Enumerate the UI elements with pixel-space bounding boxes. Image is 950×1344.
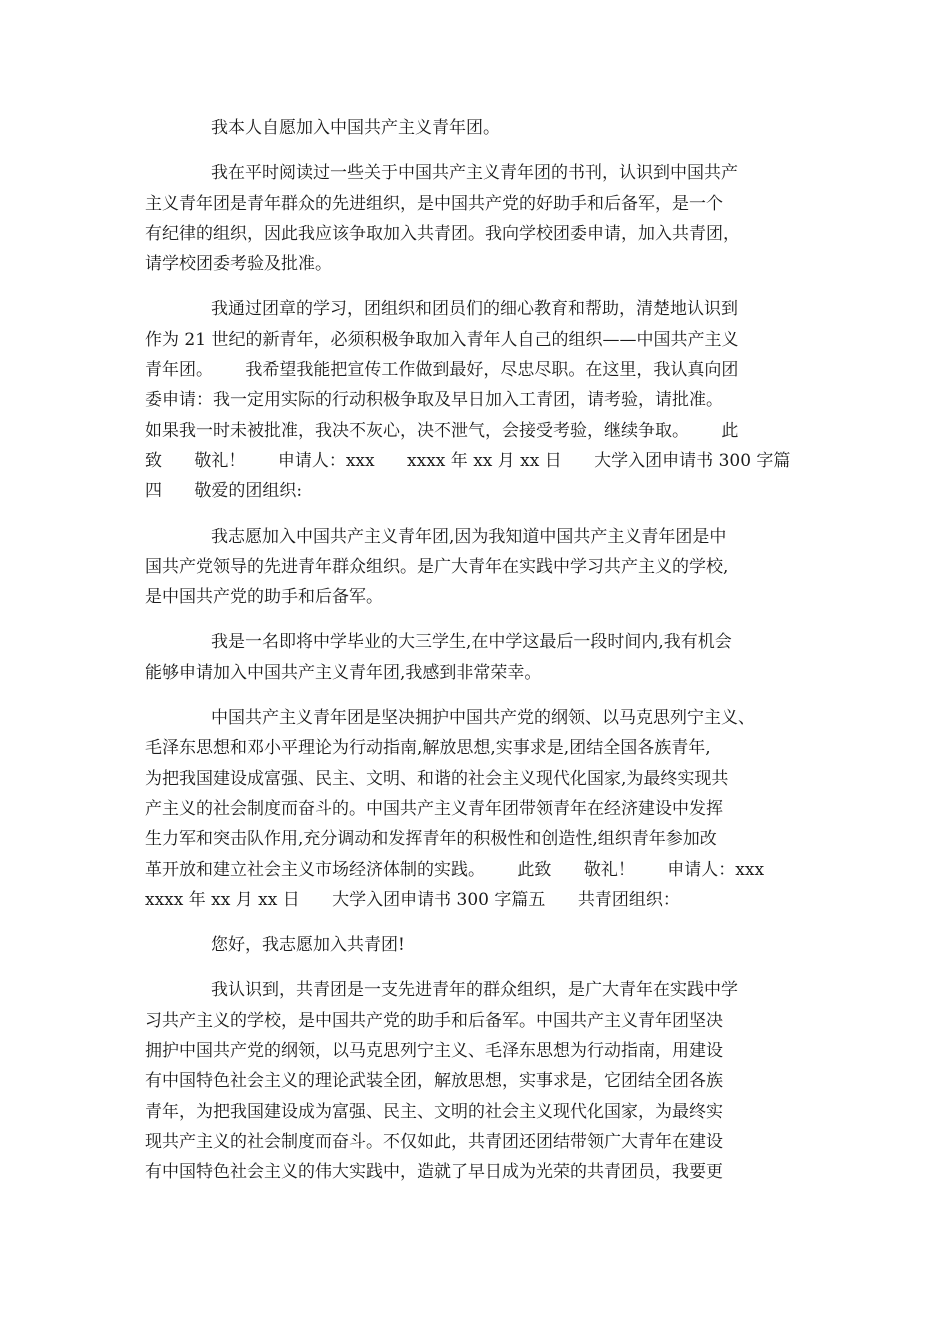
- paragraph-4: [145, 522, 805, 613]
- paragraph-6: [145, 703, 805, 915]
- text-line: 青年团。 我希望我能把宣传工作做到最好，尽忠尽职。在这里，我认真向团: [145, 360, 739, 381]
- text-line: 革开放和建立社会主义市场经济体制的实践。 此致 敬礼！ 申请人：xxx: [145, 859, 765, 880]
- text-line: 您好，我志愿加入共青团!: [211, 935, 405, 956]
- text-line: 现共产主义的社会制度而奋斗。不仅如此，共青团还团结带领广大青年在建设: [145, 1131, 723, 1152]
- text-line: 我志愿加入中国共产主义青年团,因为我知道中国共产主义青年团是中: [211, 526, 727, 547]
- paragraph-8: [145, 975, 805, 1187]
- text-line: 作为 21 世纪的新青年，必须积极争取加入青年人自己的组织——中国共产主义: [145, 329, 739, 350]
- text-line: 为把我国建设成富强、民主、文明、和谐的社会主义现代化国家,为最终实现共: [145, 768, 729, 789]
- text-line: xxxx 年 xx 月 xx 日 大学入团申请书 300 字篇五 共青团组织：: [145, 889, 680, 910]
- text-line: 中国共产主义青年团是坚决拥护中国共产党的纲领、以马克思列宁主义、: [211, 708, 755, 729]
- text-line: 生力军和突击队作用,充分调动和发挥青年的积极性和创造性,组织青年参加改: [145, 829, 717, 850]
- text-line: 能够申请加入中国共产主义青年团,我感到非常荣幸。: [145, 662, 542, 683]
- text-line: 致 敬礼！ 申请人：xxx xxxx 年 xx 月 xx 日 大学入团申请书 300 字篇: [145, 450, 791, 471]
- document-page: [145, 113, 805, 1203]
- paragraph-3: [145, 294, 805, 506]
- text-line: 青年，为把我国建设成为富强、民主、文明的社会主义现代化国家，为最终实: [145, 1101, 723, 1122]
- text-line: 四 敬爱的团组织:: [145, 481, 303, 502]
- text-line: 我是一名即将中学毕业的大三学生,在中学这最后一段时间内,我有机会: [211, 632, 732, 653]
- text-line: 有中国特色社会主义的理论武装全团，解放思想，实事求是，它团结全团各族: [145, 1071, 723, 1092]
- text-line: 毛泽东思想和邓小平理论为行动指南,解放思想,实事求是,团结全国各族青年,: [145, 738, 711, 759]
- text-line: 我认识到，共青团是一支先进青年的群众组织，是广大青年在实践中学: [211, 980, 738, 1001]
- paragraph-1: [145, 113, 805, 143]
- text-line: 请学校团委考验及批准。: [145, 254, 332, 275]
- text-line: 我本人自愿加入中国共产主义青年团。: [211, 118, 500, 138]
- text-line: 委申请：我一定用实际的行动积极争取及早日加入工青团，请考验，请批准。: [145, 390, 723, 411]
- text-line: 国共产党领导的先进青年群众组织。是广大青年在实践中学习共产主义的学校,: [145, 556, 729, 577]
- text-line: 拥护中国共产党的纲领，以马克思列宁主义、毛泽东思想为行动指南，用建设: [145, 1041, 723, 1062]
- text-line: 主义青年团是青年群众的先进组织，是中国共产党的好助手和后备军，是一个: [145, 193, 723, 214]
- paragraph-7: [145, 930, 805, 960]
- text-line: 有中国特色社会主义的伟大实践中，造就了早日成为光荣的共青团员，我要更: [145, 1162, 723, 1183]
- text-line: 我通过团章的学习，团组织和团员们的细心教育和帮助，清楚地认识到: [211, 299, 738, 320]
- text-line: 如果我一时未被批准，我决不灰心，决不泄气，会接受考验，继续争取。 此: [145, 420, 739, 441]
- paragraph-5: [145, 627, 805, 688]
- text-line: 我在平时阅读过一些关于中国共产主义青年团的书刊，认识到中国共产: [211, 163, 738, 184]
- text-line: 习共产主义的学校，是中国共产党的助手和后备军。中国共产主义青年团坚决: [145, 1010, 723, 1031]
- text-line: 产主义的社会制度而奋斗的。中国共产主义青年团带领青年在经济建设中发挥: [145, 798, 723, 819]
- paragraph-2: [145, 158, 805, 279]
- text-line: 有纪律的组织，因此我应该争取加入共青团。我向学校团委申请，加入共青团，: [145, 223, 740, 244]
- text-line: 是中国共产党的助手和后备军。: [145, 587, 383, 608]
